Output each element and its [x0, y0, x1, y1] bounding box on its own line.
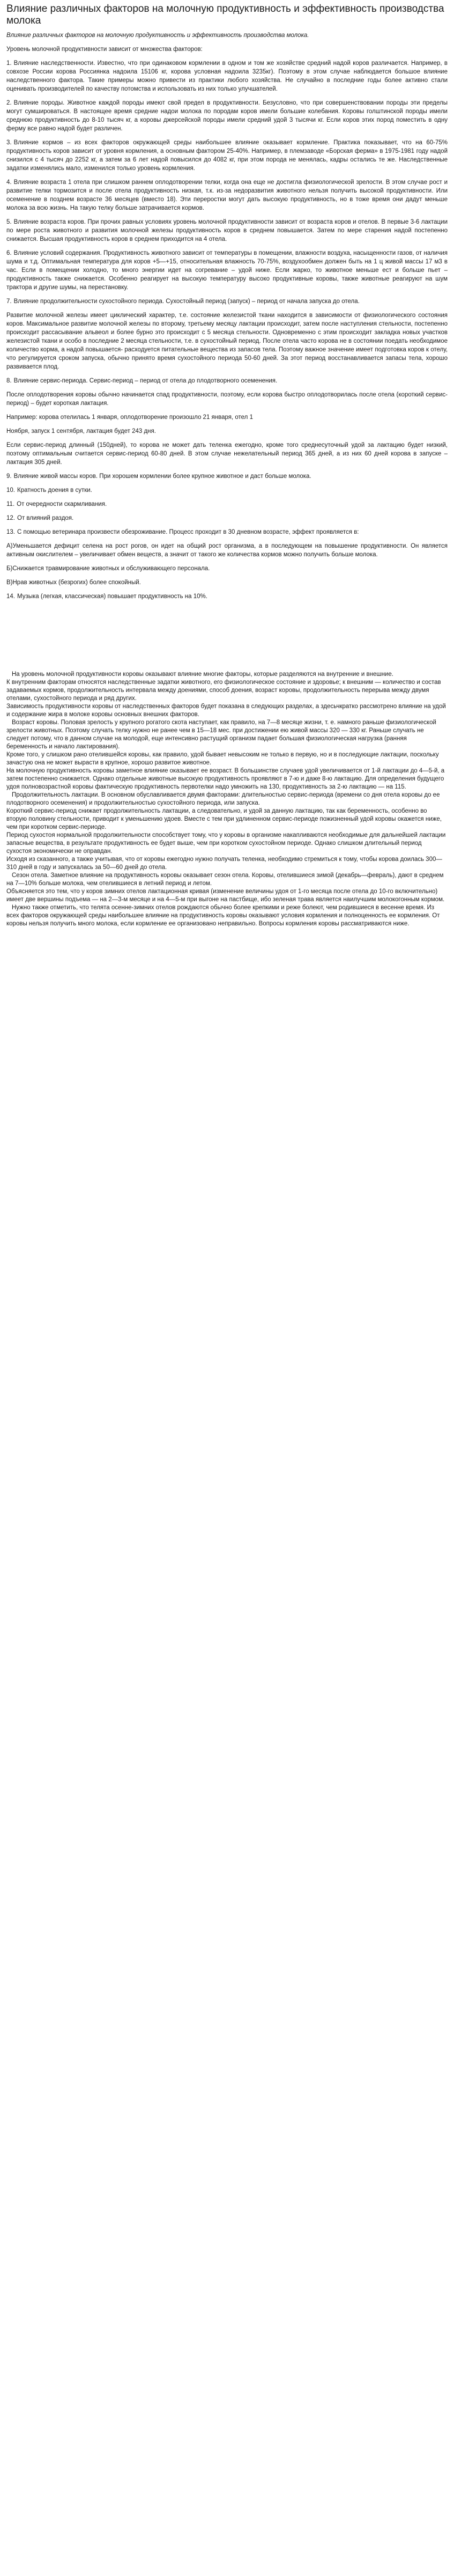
factor-text: Влияние условий содержания. Продуктивность животного зависит от температуры в помещении, влажности воздуха, насыщенности газов, от наличия шума и т.д. Оптимальная температура для коров +5—+15, относительная влажность 70-75%, воздухообмен должен быть на 1 ц живой массы 17 м3 в час. Если в помещении холодно, то много энергии идет на согревание – удой ниже. Если жарко, то животное меньше ест и больше пьет – продуктивность также снижается. Особенно реагирует на высокую температуру высоко продуктивные коровы, также животные реагируют на шум трактора и другие шумы, на перестановку.: [6, 250, 448, 291]
dry-period-paragraph: Развитие молочной железы имеет циклический характер, т.е. состояние железистой ткани находится в зависимости от физиологического состояния коров. Максимальное развитие молочной железы по второму, третьему месяцу лактации происходит, затем после наступления стельности, постепенно происходит рассасывание альвеол и более бурно это происходит с 5 месяца стельности. Одновременно с этим происходит закладка новых участков железистой ткани и особо в последние 2 месяца стельности, т.е. в сухостойный период. После отела часто корова не в состоянии поедать необходимое количество корма, а надой повышается- расходуется питательные вещества из запасов тела. Поэтому важное значение имеет подготовка коров к отелу, что регулируется сроком запуска, обычно принято время сухостойного периода 50-60 дней. За этот период восстанавливается запасы тела, хорошо развивается плод.: [6, 312, 448, 370]
factor-item: [6, 99, 448, 133]
factor-number: 1.: [6, 60, 12, 67]
lead-text: Влияние различных факторов на молочную продуктивность и эффективность производства молока.: [6, 32, 309, 39]
factor-text: Влияние наследственности. Известно, что при одинаковом кормлении в одном и том же хозяйстве средний надой коров различается. Например, в совхозе России корова Россиянка надоила 15106 кг, корова условная надоила 3235кг). Поэтому в этом случае наблюдается большое влияние наследственного фактора. Такие примеры можно привести из практики любого хозяйства. Не случайно в последние годы более активно стали оценивать производителей по качеству потомства и использовать из них только улучшателей.: [6, 60, 448, 92]
factor-text: От влияний раздоя.: [17, 515, 74, 521]
factor-number: 12.: [6, 515, 15, 521]
body-paragraph: Зависимость продуктивности коровы от наследственных факторов будет показана в следующих разделах, а здесьчкратко рассмотрено влияние на удой и содержание жира в молоке коровы основных внешних факторов.: [6, 703, 446, 718]
factor-text: Влияние возраста 1 отела при слишком раннем оплодотворении телки, когда она еще не достигла физиологической зрелости. В этом случае рост и развитие телки тормозится и после отела продуктивность низкая, т.к. из-за недоразвития животного нельзя получить высокой продуктивности. Или осеменение в позднем возрасте 36 месяцев (вместо 18). Эти переростки могут дать высокую продуктивность, но в тоже время они дадут меньше молока за всю жизнь. На такую телку больше затрачивается кормов.: [6, 179, 448, 211]
factor-number: 8.: [6, 378, 12, 384]
dehorning-effects: [6, 542, 448, 587]
factor-item: [6, 377, 448, 385]
intro-text: Уровень молочной продуктивности зависит от множества факторов:: [6, 46, 203, 53]
body-paragraph: Кроме того, у слишком рано отелившейся коровы, как правило, удой бывает невысоким не только в первую, но и в последующие лактации, поскольку зачастую она не может вырасти в крупное, хорошо развитое животное.: [6, 752, 439, 766]
body-paragraph: На молочную продуктивность коровы заметное влияние оказывает ее возраст. В большинстве случаев удой увеличивается от 1-й лактации до 4—5-й, а затем постепенно снижается. Однако отдельные животные высокую продуктивность проявляют в 7-ю и даже 8-ю лактацию. Для определения будущего удоя полновозрастной коровы фактическую продуктивность первотелки надо умножить на 130, продуктивность за 2-ю лактацию — на 115.: [6, 768, 445, 790]
article-title: Влияние различных факторов на молочную продуктивность и эффективность производства молока: [6, 3, 444, 26]
factor-number: 4.: [6, 179, 12, 186]
factor-number: 14.: [6, 593, 15, 600]
factor-number: 3.: [6, 139, 12, 146]
body-paragraph: Короткий сервис-период снижает продолжительность лактации, а следовательно, и удой за данную лактацию, так как беременность, особенно во вторую половину стельности, приводит к уменьшению удоев. Вместе с тем при удлиненном сервис-периоде пожизненный удой коровы окажется ниже, чем при коротком сервис-периоде.: [6, 808, 442, 830]
factor-item: [6, 592, 448, 601]
second-section: [6, 671, 448, 928]
long-service-paragraph: Если сервис-период длинный (150дней), то корова не может дать теленка ежегодно, кроме того среднесуточный удой за лактацию будет низкий, поэтому оптимальным считается сервис-период 60-80 дней. В этом случае нежелательный период 365 дней, а из них 60 дней корова в запуске – лактация 305 дней.: [6, 442, 448, 466]
body-paragraph: Объясняется это тем, что у коров зимних отелов лактационная кривая (изменение величины удоя от 1-го месяца после отела до 10-го включительно) имеет две вершины подъема — на 2—3-м месяце и на 4—5-м при выгоне на пастбище, ибо зеленая трава является наилучшим молокогонным кормом.: [6, 888, 445, 903]
factor-number: 11.: [6, 501, 15, 507]
factor-item: [6, 528, 448, 536]
article: [0, 0, 454, 934]
factor-list: [6, 59, 448, 306]
factor-number: 6.: [6, 250, 12, 256]
factor-item: [6, 500, 448, 509]
body-paragraph: На уровень молочной продуктивности коровы оказывают влияние многие факторы, которые разделяются на внутренние и внешние.: [12, 671, 393, 678]
factor-number: 7.: [6, 298, 12, 305]
short-factor-list: [6, 472, 448, 536]
factor-number: 2.: [6, 100, 12, 106]
example-line: Ноября, запуск 1 сентября, лактация будет 243 дня.: [6, 428, 156, 435]
factor-number: 9.: [6, 473, 12, 480]
body-paragraph: Возраст коровы. Половая зрелость у крупного рогатого скота наступает, как правило, на 7—8 месяце жизни, т. е. намного раньше физиологической зрелости животных. Поэтому случать телку нужно не ранее чем в 15—18 мес. при достижении ею живой массы 320 — 330 кг. Раньше случать не следует потому, что в данном случае на молодой, еще интенсивно растущий организм падает большая физиологическая нагрузка (ранняя беременность и начало лактирования).: [6, 719, 436, 750]
effect-item: В)Нрав животных (безрогих) более спокойный.: [6, 579, 141, 586]
factor-item: [6, 218, 448, 244]
factor-item: [6, 486, 448, 495]
factor-item: [6, 297, 448, 306]
factor-text: Влияние живой массы коров. При хорошем кормлении более крупное животное и даст больше молока.: [13, 473, 311, 480]
factor-text: Кратность доения в сутки.: [17, 487, 92, 494]
body-paragraph: Сезон отела. Заметное влияние на продуктивность коровы оказывает сезон отела. Коровы, отелившиеся зимой (декабрь—февраль), дают в среднем на 7—10% больше молока, чем отелившиеся в летний период и летом.: [6, 872, 444, 887]
factor-text: Влияние возраста коров. При прочих равных условиях уровень молочной продуктивности зависит от возраста коров и отелов. В первые 3-6 лактации по мере роста животного и развития молочной железы продуктивность коров в среднем повышается. Затем по мере старения надой постепенно снижается. Высшая продуктивность коров в среднем приходится на 4 отела.: [6, 219, 448, 242]
factor-text: От очередности скармливания.: [17, 501, 107, 507]
factor-item: [6, 59, 448, 93]
body-paragraph: К внутренним факторам относятся наследственные задатки животного, его физиологическое состояние и здоровье; к внешним — количество и состав задаваемых кормов, продолжительность интервала между доениями, способ доения, возраст коровы, продолжительность перерыва между двумя отелами, сухостойного периода и ряд других.: [6, 679, 441, 702]
factor-item: [6, 138, 448, 173]
factor-item: [6, 472, 448, 481]
section-spacer: [6, 606, 448, 671]
effect-item: Б)Снижается травмирование животных и обслуживающего персонала.: [6, 565, 210, 572]
body-paragraph: Исходя из сказанного, а также учитывая, что от коровы ежегодно нужно получать теленка, необходимо стремиться к тому, чтобы корова доилась 300—310 дней в году и запускалась за 50—60 дней до отела.: [6, 856, 442, 871]
body-paragraph: Нужно также отметить, что телята осенне-зимних отелов рождаются обычно более крепкими и реже болеют, чем родившиеся в весенне время. Из всех факторов окружающей среды наибольшее влияние на продуктивность коровы оказывают условия кормления и полноценность ее кормления. От коровы нельзя получить много молока, если кормление ее организовано неправильно. Вопросы кормления коровы рассматриваются ниже.: [6, 904, 440, 927]
factor-text: С помощью ветеринара произвести обезроживание. Процесс проходит в 30 дневном возрасте, эффект проявляется в:: [17, 529, 359, 535]
body-paragraph: Период сухостоя нормальной продолжительности способствует тому, что у коровы в организме накапливаются необходимые для дальнейшей лактации запасные вещества, в результате продуктивность ее будет выше, чем при коротком сухостойном периоде. Однако слишком длительный период сухостоя экономически не оправдан.: [6, 832, 446, 855]
factor-text: Влияние кормов – из всех факторов окружающей среды наибольшее влияние оказывает кормление. Практика показывает, что на 60-75% продуктивность коров зависит от уровня кормления, а основным фактором 25-40%. Например, в племзаводе «Борская ферма» в 1975-1981 году надой снизился с 4 тысяч до 2252 кг, а затем за 6 лет надой повысился до 4082 кг, при этом порода не менялась, кадры остались те же. Наследственные задатки изменялись мало, изменился только уровень кормления.: [6, 139, 448, 172]
factor-number: 5.: [6, 219, 12, 225]
factor-text: Влияние сервис-периода. Сервис-период – период от отела до плодотворного осеменения.: [13, 378, 278, 384]
factor-item: [6, 514, 448, 522]
factor-item: [6, 178, 448, 212]
service-period-paragraph: После оплодотворения коровы обычно начинается спад продуктивности, поэтому, если корова быстро оплодотворилась после отела (короткий сервис-период) – будет короткая лактация.: [6, 392, 448, 407]
example-line: Например: корова отелилась 1 января, оплодотворение произошло 21 января, отел 1: [6, 414, 253, 421]
effect-item: А)Уменьшается дефицит селена на рост рогов, он идет на общий рост организма, а в последующем на повышение продуктивности. Он является активным окислителем – увеличивает обмен веществ, а значит от такого же количества кормов можно получить больше молока.: [6, 543, 448, 558]
body-paragraph: Продолжительность лактации. В основном обуславливается двумя факторами: длительностью сервис-периода (времени со дня отела коровы до ее плодотворного осеменения) и продолжительностью сухостойного периода, или запуска.: [6, 792, 440, 806]
factor-item: [6, 249, 448, 292]
factor-text: Музыка (легкая, классическая) повышает продуктивность на 10%.: [17, 593, 207, 600]
factor-number: 13.: [6, 529, 15, 535]
factor-text: Влияние породы. Животное каждой породы имеют свой предел в продуктивности. Безусловно, что при совершенствовании породы эти пределы могут сумшироваться. В настоящее время средние надои молока по породам коров имели большие колебания. Коровы голштинской породы имели среднюю продуктивность до 8-10 тысяч кг, а коровы джерсейской породы имели средний удой 3 тысячи кг. Если коров этих пород поместить в одну ферму все равно надой будет различен.: [6, 100, 448, 132]
factor-number: 10.: [6, 487, 15, 494]
factor-text: Влияние продолжительности сухостойного периода. Сухостойный период (запуск) – период от начала запуска до отела.: [13, 298, 360, 305]
